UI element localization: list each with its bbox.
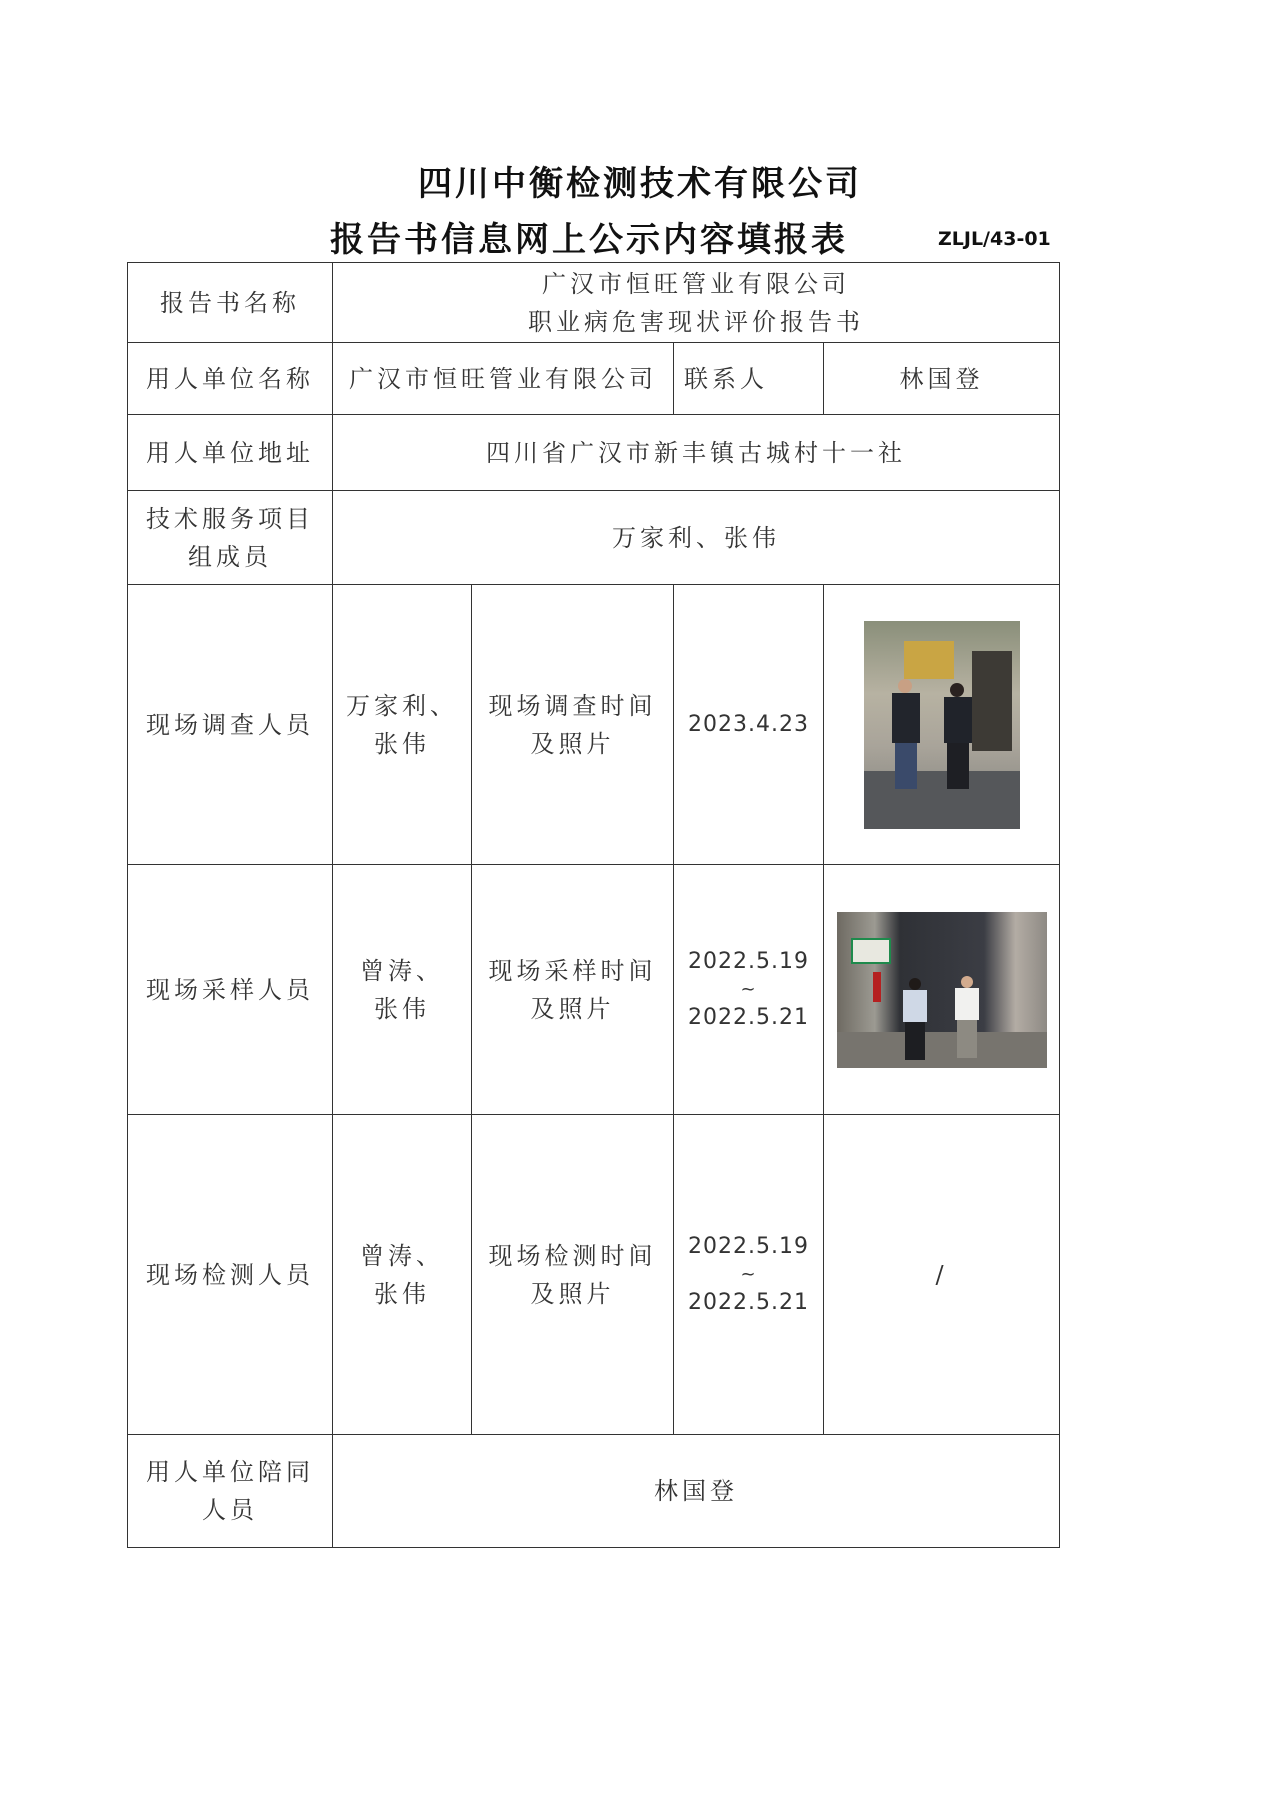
survey-time-label-line2: 及照片 <box>530 729 615 758</box>
accompany-label-line2: 人员 <box>202 1496 258 1524</box>
report-name-line2: 职业病危害现状评价报告书 <box>528 307 864 336</box>
row-sampling <box>128 865 1060 1115</box>
person-legs <box>895 743 917 789</box>
person-body <box>903 990 927 1022</box>
address-label: 用人单位地址 <box>128 415 333 491</box>
window <box>972 651 1012 751</box>
info-table <box>127 262 1060 1548</box>
person-legs <box>947 743 969 789</box>
contact-label: 联系人 <box>674 343 824 415</box>
person-head <box>898 679 912 693</box>
detection-date-start: 2022.5.19 <box>688 1233 809 1259</box>
survey-time-label-line1: 现场调查时间 <box>488 691 657 720</box>
detection-date-end: 2022.5.21 <box>688 1289 809 1315</box>
company-title: 四川中衡检测技术有限公司 <box>418 164 862 204</box>
survey-photo-cell <box>824 585 1060 865</box>
floor <box>837 1032 1047 1068</box>
person-head <box>909 978 921 990</box>
person-body <box>955 988 979 1020</box>
row-accompany <box>128 1435 1060 1548</box>
accompany-label <box>128 1435 333 1548</box>
person-head <box>950 683 964 697</box>
row-survey <box>128 585 1060 865</box>
sampling-persons-line2: 张伟 <box>374 994 430 1023</box>
form-title: 报告书信息网上公示内容填报表 <box>330 220 848 260</box>
detection-photo-value: / <box>824 1115 1060 1435</box>
survey-label: 现场调查人员 <box>128 585 333 865</box>
sampling-date <box>674 865 824 1115</box>
sampling-time-label-line1: 现场采样时间 <box>488 956 657 985</box>
report-name-line1: 广汉市恒旺管业有限公司 <box>542 269 850 298</box>
detection-date <box>674 1115 824 1435</box>
sampling-date-end: 2022.5.21 <box>688 1004 809 1030</box>
row-employer <box>128 343 1060 415</box>
person-head <box>961 976 973 988</box>
sampling-date-tilde: ~ <box>740 978 757 1000</box>
form-code: ZLJL/43-01 <box>938 228 1051 250</box>
person-legs <box>905 1022 925 1060</box>
sampling-label: 现场采样人员 <box>128 865 333 1115</box>
row-detection <box>128 1115 1060 1435</box>
gold-sign <box>904 641 954 679</box>
sampling-persons <box>333 865 472 1115</box>
report-name-value <box>333 263 1060 343</box>
survey-time-label <box>472 585 674 865</box>
survey-persons-line1: 万家利、 <box>346 691 458 720</box>
person-legs <box>957 1020 977 1058</box>
detection-persons-line1: 曾涛、 <box>360 1241 444 1270</box>
survey-persons-line2: 张伟 <box>374 729 430 758</box>
survey-date: 2023.4.23 <box>674 585 824 865</box>
site-survey-photo <box>864 621 1020 829</box>
detection-time-label-line2: 及照片 <box>530 1279 615 1308</box>
detection-persons-line2: 张伟 <box>374 1279 430 1308</box>
members-label-line2: 组成员 <box>188 542 272 571</box>
ground <box>864 771 1020 829</box>
accompany-value: 林国登 <box>333 1435 1060 1548</box>
employer-value: 广汉市恒旺管业有限公司 <box>333 343 674 415</box>
address-value: 四川省广汉市新丰镇古城村十一社 <box>333 415 1060 491</box>
detection-time-label <box>472 1115 674 1435</box>
person-body <box>944 697 972 743</box>
detection-label: 现场检测人员 <box>128 1115 333 1435</box>
sampling-time-label-line2: 及照片 <box>530 994 615 1023</box>
detection-time-label-line1: 现场检测时间 <box>488 1241 657 1270</box>
members-label-line1: 技术服务项目 <box>146 504 314 533</box>
row-address <box>128 415 1060 491</box>
row-report-name <box>128 263 1060 343</box>
accompany-label-line1: 用人单位陪同 <box>146 1458 314 1486</box>
sampling-time-label <box>472 865 674 1115</box>
green-sign <box>851 938 891 964</box>
row-members <box>128 491 1060 585</box>
employer-label: 用人单位名称 <box>128 343 333 415</box>
extinguisher <box>873 972 881 1002</box>
members-value: 万家利、张伟 <box>333 491 1060 585</box>
members-label <box>128 491 333 585</box>
detection-date-tilde: ~ <box>740 1263 757 1285</box>
sampling-photo <box>837 912 1047 1068</box>
sampling-persons-line1: 曾涛、 <box>360 956 444 985</box>
sampling-photo-cell <box>824 865 1060 1115</box>
person-body <box>892 693 920 743</box>
sampling-date-start: 2022.5.19 <box>688 948 809 974</box>
contact-value: 林国登 <box>824 343 1060 415</box>
survey-persons <box>333 585 472 865</box>
detection-persons <box>333 1115 472 1435</box>
report-name-label: 报告书名称 <box>128 263 333 343</box>
